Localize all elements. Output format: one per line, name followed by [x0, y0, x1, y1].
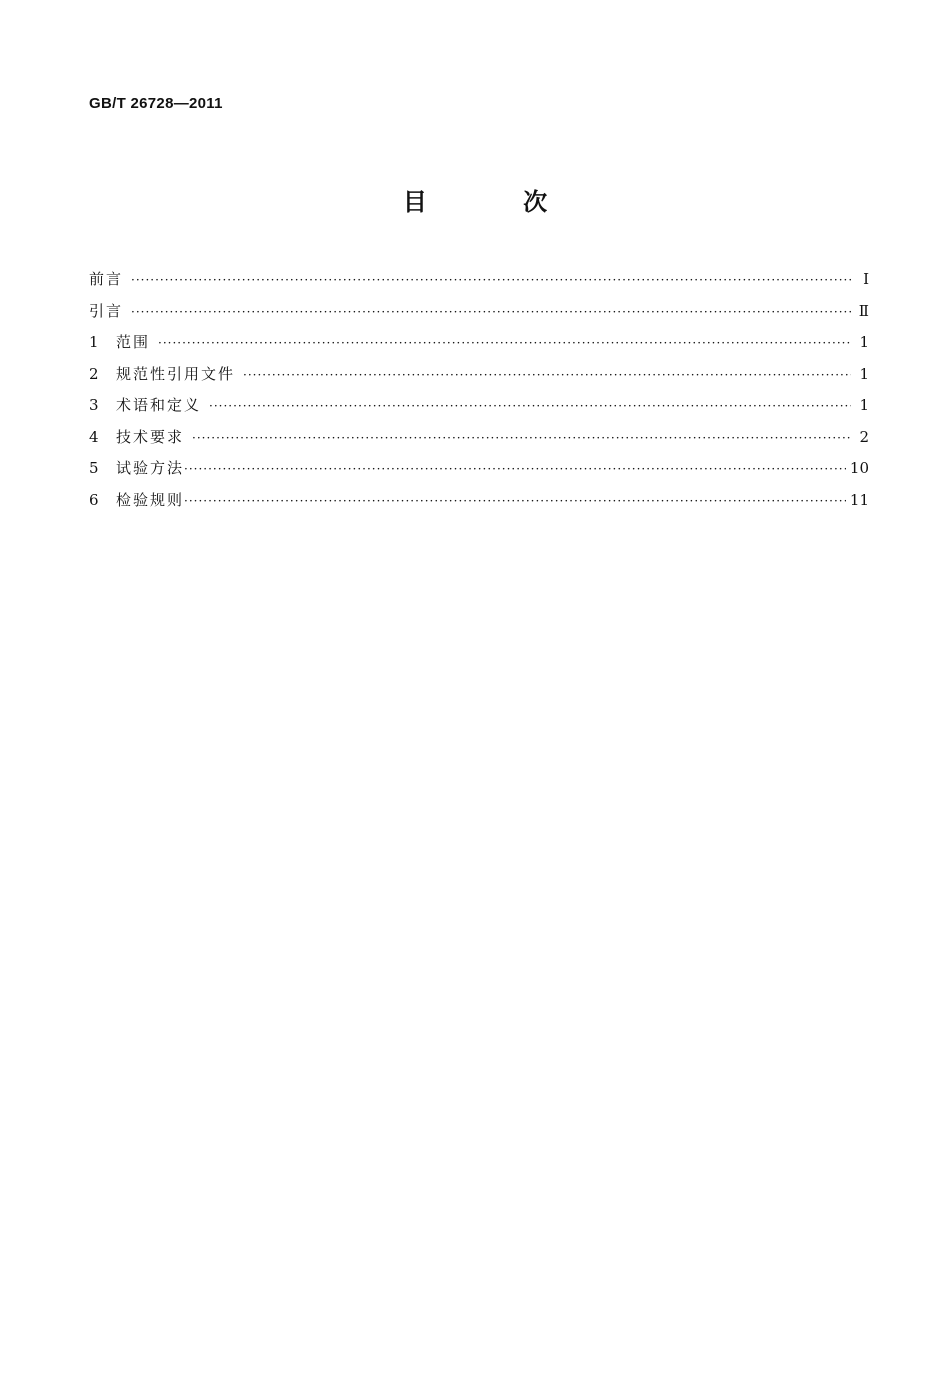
- toc-entry-page: 1: [859, 396, 869, 414]
- toc-leader-dots: [184, 454, 846, 486]
- toc-entry-number: 3: [89, 396, 99, 414]
- toc-entry-label: 技术要求: [116, 427, 185, 446]
- toc-entry-number: 5: [89, 459, 99, 477]
- toc-leader-dots: [243, 360, 851, 392]
- toc-leader-dots: [209, 391, 851, 423]
- toc-title: 目 次: [402, 188, 592, 216]
- toc-list: [89, 264, 869, 516]
- standard-code: GB/T 26728—2011: [89, 95, 223, 112]
- toc-entry-label: 前言: [89, 270, 124, 288]
- toc-entry-terms-definitions[interactable]: [89, 390, 869, 422]
- toc-entry-label: 引言: [89, 301, 124, 320]
- toc-entry-label: 检验规则: [116, 490, 185, 509]
- toc-leader-dots: [131, 297, 851, 329]
- toc-entry-page: 1: [859, 333, 869, 351]
- toc-entry-number: 6: [89, 490, 99, 509]
- toc-leader-dots: [158, 328, 851, 360]
- toc-entry-foreword[interactable]: [89, 264, 869, 296]
- toc-entry-page: 11: [849, 490, 869, 509]
- toc-entry-technical-requirements[interactable]: [89, 422, 869, 454]
- toc-entry-label: 试验方法: [116, 459, 185, 477]
- toc-entry-page: Ⅰ: [863, 270, 869, 288]
- toc-entry-number: 4: [89, 427, 99, 446]
- toc-leader-dots: [192, 423, 851, 455]
- toc-entry-page: 10: [849, 459, 869, 477]
- toc-entry-label: 术语和定义: [116, 396, 202, 414]
- toc-entry-number: 2: [89, 364, 99, 383]
- toc-entry-normative-references[interactable]: [89, 359, 869, 391]
- toc-entry-label: 范围: [116, 333, 151, 351]
- toc-leader-dots: [184, 486, 846, 518]
- toc-entry-page: 1: [859, 364, 869, 383]
- toc-entry-page: Ⅱ: [858, 301, 869, 320]
- toc-entry-label: 规范性引用文件: [116, 364, 236, 383]
- toc-entry-test-methods[interactable]: [89, 453, 869, 485]
- toc-entry-number: 1: [89, 333, 99, 351]
- toc-leader-dots: [131, 265, 851, 297]
- toc-entry-page: 2: [859, 427, 869, 446]
- toc-entry-introduction[interactable]: [89, 296, 869, 328]
- toc-entry-scope[interactable]: [89, 327, 869, 359]
- toc-entry-inspection-rules[interactable]: [89, 485, 869, 517]
